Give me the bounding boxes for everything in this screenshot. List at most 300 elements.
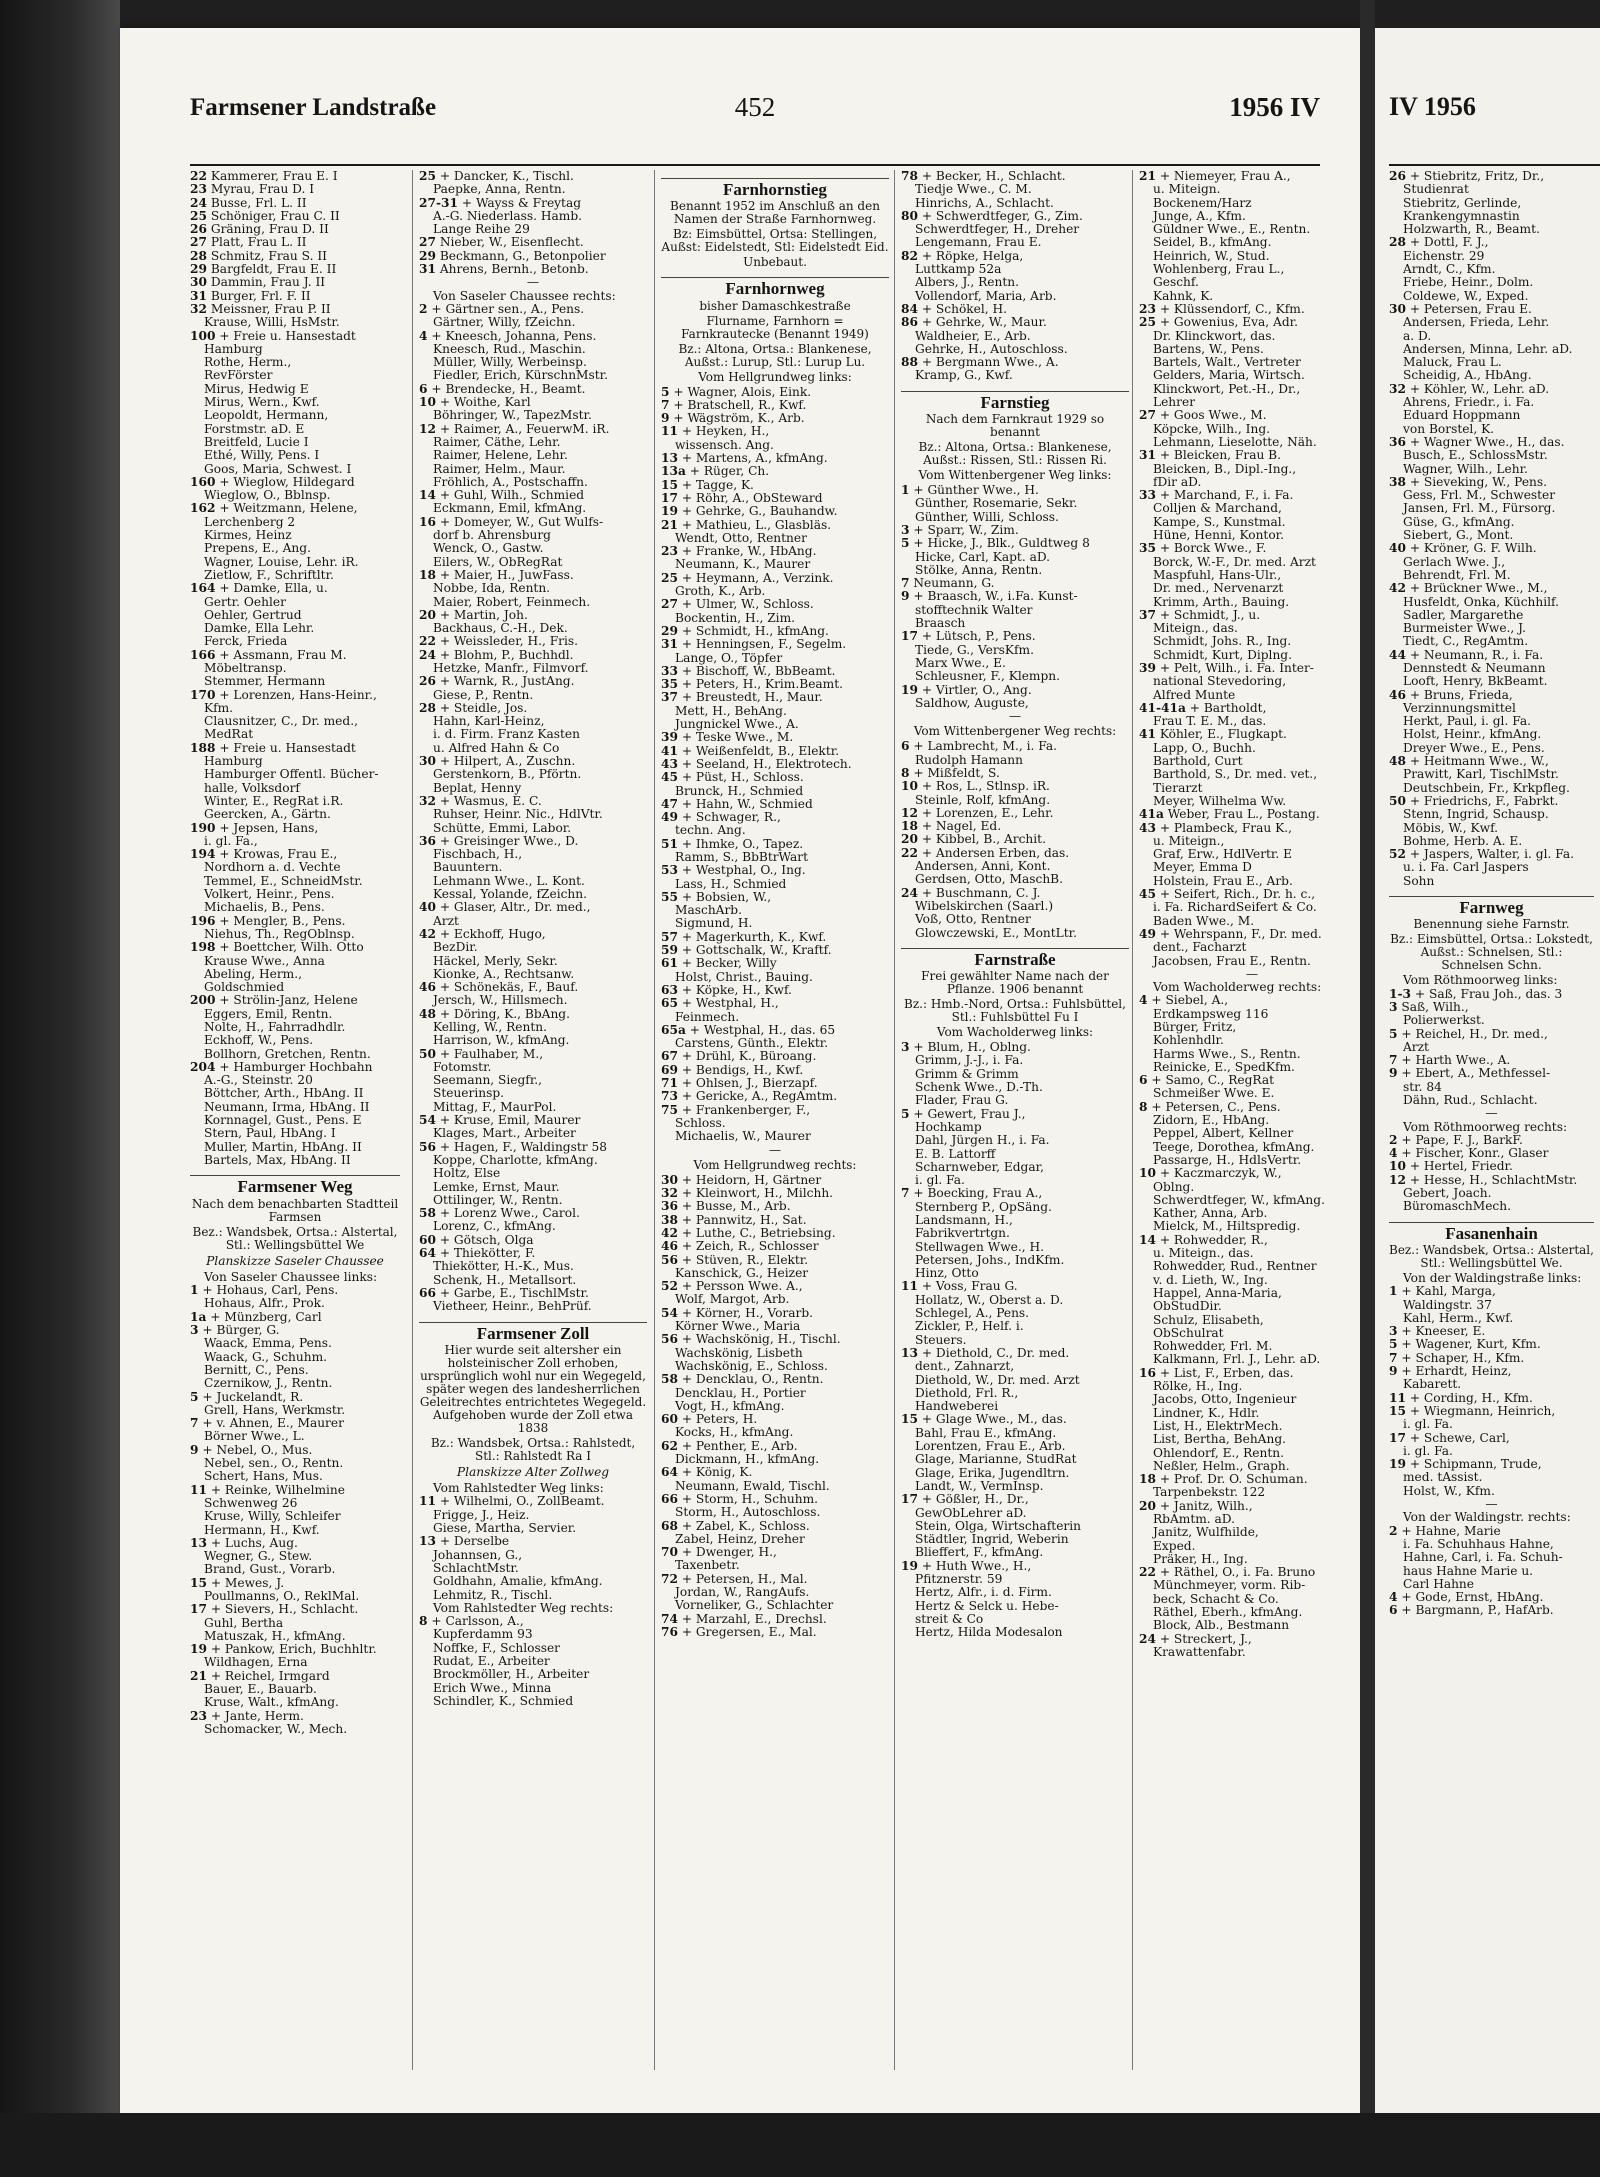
resident-entry: u. Miteign., xyxy=(1153,834,1225,848)
street-description: Unbebaut. xyxy=(743,255,807,270)
resident-entry: Rudolph Hamann xyxy=(915,753,1024,767)
resident-entry: Mirus, Wern., Kwf. xyxy=(204,396,320,410)
resident-entry: Jersch, W., Hillsmech. xyxy=(433,994,568,1008)
resident-entry: Andersen, Frieda, Lehr. xyxy=(1403,316,1550,330)
resident-entry: Fiedler, Erich, KürschnMstr. xyxy=(433,369,609,383)
house-number: 194 xyxy=(190,848,216,862)
house-number-entry: 24 + Blohm, P., Buchhdl. xyxy=(419,648,574,662)
resident-entry: u. Miteign. xyxy=(1153,183,1221,197)
resident-entry: Pfitznerstr. 59 xyxy=(915,1573,1003,1587)
street-description: Bez.: Wandsbek, Ortsa.: Alstertal, Stl.: Wellingsbüttel We. xyxy=(1389,1242,1594,1270)
house-number-entry: 88 + Bergmann Wwe., A. xyxy=(901,356,1059,370)
house-number-entry: 4 + Gode, Ernst, HbAng. xyxy=(1389,1591,1544,1605)
house-number: 28 xyxy=(190,249,207,263)
section-divider: — xyxy=(526,276,540,290)
house-number-entry: 20 + Martin, Joh. xyxy=(419,608,528,622)
house-number: 4 xyxy=(1389,1591,1398,1605)
resident-entry: Schindler, K., Schmied xyxy=(433,1694,574,1708)
street-description: Bez.: Wandsbek, Ortsa.: Alstertal, Stl.: Wellingsbüttel We xyxy=(192,1224,398,1252)
resident-entry: Kampe, S., Kunstmal. xyxy=(1153,515,1286,529)
resident-entry: Coldewe, W., Exped. xyxy=(1403,289,1529,303)
resident-entry: Stölke, Anna, Rentn. xyxy=(915,563,1043,577)
resident-entry: Borck, W.-F., Dr. med. Arzt xyxy=(1153,555,1316,569)
resident-entry: Giese, P., Rentn. xyxy=(433,688,534,702)
resident-entry: Herkt, Paul, i. gl. Fa. xyxy=(1403,715,1531,729)
house-number: 24 xyxy=(1139,1632,1156,1646)
house-number-entry: 63 + Köpke, H., Kwf. xyxy=(661,983,792,997)
house-number: 25 xyxy=(661,571,678,585)
house-number-entry: 42 + Luthe, C., Betriebsing. xyxy=(661,1227,836,1240)
house-number: 27-31 xyxy=(419,196,458,210)
resident-entry: Eilers, W., ObRegRat xyxy=(433,555,563,569)
house-number: 70 xyxy=(661,1546,678,1560)
resident-entry: Güse, G., kfmAng. xyxy=(1403,515,1515,529)
house-number: 44 xyxy=(1389,648,1406,662)
house-number: 20 xyxy=(1139,1499,1156,1513)
resident-entry: Wendt, Otto, Rentner xyxy=(675,531,807,545)
resident-entry: Holstein, Frau E., Arb. xyxy=(1153,874,1293,888)
resident-entry: Lehmitz, R., Tischl. xyxy=(433,1588,553,1602)
resident-entry: Giese, Martha, Servier. xyxy=(433,1522,577,1536)
house-number: 69 xyxy=(661,1063,678,1077)
house-number: 22 xyxy=(901,846,918,860)
house-number-entry: 58 + Lorenz Wwe., Carol. xyxy=(419,1207,580,1221)
resident-entry: Dähn, Rud., Schlacht. xyxy=(1403,1094,1538,1107)
resident-entry: Kornnagel, Gust., Pens. E xyxy=(204,1114,362,1128)
house-number-entry: 12 + Raimer, A., FeuerwM. iR. xyxy=(419,422,610,436)
resident-entry: dent., Facharzt xyxy=(1153,941,1247,955)
resident-entry: Tiedt, C., RegAmtm. xyxy=(1403,635,1529,649)
house-number: 2 xyxy=(1389,1133,1398,1147)
house-number-entry: 22 + Räthel, O., i. Fa. Bruno xyxy=(1139,1566,1316,1580)
house-number-entry: 27 + Ulmer, W., Schloss. xyxy=(661,598,814,612)
resident-entry: Husfeldt, Onka, Küchhilf. xyxy=(1403,595,1559,609)
house-number-entry: 69 + Bendigs, H., Kwf. xyxy=(661,1063,804,1077)
resident-entry: Wachskönig, Lisbeth xyxy=(675,1346,803,1360)
resident-entry: Harms Wwe., S., Rentn. xyxy=(1153,1047,1301,1061)
resident-entry: Harrison, W., kfmAng. xyxy=(433,1034,570,1048)
resident-entry: Von der Waldingstr. rechts: xyxy=(1403,1511,1571,1525)
resident-entry: Dickmann, H., kfmAng. xyxy=(675,1453,820,1467)
resident-entry: Verzinnungsmittel xyxy=(1403,701,1516,715)
house-number: 47 xyxy=(661,797,678,811)
house-number: 23 xyxy=(661,545,678,559)
resident-entry: Vom Wacholderweg rechts: xyxy=(1153,981,1322,995)
house-number-entry: 14 + Guhl, Wilh., Schmied xyxy=(419,489,585,503)
house-number-entry: 13a + Rüger, Ch. xyxy=(661,465,770,479)
house-number: 19 xyxy=(901,1559,918,1573)
resident-entry: Von Saseler Chaussee links: xyxy=(204,1270,378,1284)
resident-entry: Lorenz, C., kfmAng. xyxy=(433,1220,556,1234)
section-divider: — xyxy=(1485,1498,1498,1512)
resident-entry: Köpcke, Wilh., Ing. xyxy=(1153,422,1271,436)
resident-entry: RbAmtm. aD. xyxy=(1153,1512,1236,1526)
resident-entry: Hamburger Öffentl. Bücher- xyxy=(204,768,379,782)
resident-entry: Kather, Anna, Arb. xyxy=(1153,1207,1268,1221)
house-number-entry: 65 + Westphal, H., xyxy=(661,997,779,1011)
house-number-entry: 194 + Krowas, Frau E., xyxy=(190,848,338,862)
house-number-entry: 9 + Braasch, W., i.Fa. Kunst- xyxy=(901,590,1078,604)
resident-entry: Seidel, B., kfmAng. xyxy=(1153,236,1272,250)
house-number-entry: 23 Myrau, Frau D. I xyxy=(190,183,315,197)
house-number: 23 xyxy=(1139,302,1156,316)
house-number: 13 xyxy=(419,1535,436,1549)
resident-entry: Schulz, Elisabeth, xyxy=(1153,1313,1264,1327)
resident-entry: Rothe, Herm., xyxy=(204,356,292,370)
resident-entry: Taxenbetr. xyxy=(675,1559,740,1573)
resident-entry: Abeling, Herm., xyxy=(204,967,302,981)
house-number-entry: 204 + Hamburger Hochbahn xyxy=(190,1060,373,1074)
column-5 xyxy=(1132,170,1365,2070)
house-number: 46 xyxy=(1389,688,1406,702)
resident-entry: i. gl. Fa. xyxy=(1403,1444,1453,1458)
house-number: 28 xyxy=(419,701,436,715)
house-number-entry: 13 + Derselbe xyxy=(419,1535,510,1549)
house-number-entry: 18 + Nagel, Ed. xyxy=(901,820,1002,834)
resident-entry: Andersen, Minna, Lehr. aD. xyxy=(1403,342,1573,356)
house-number-entry: 42 + Brückner Wwe., M., xyxy=(1389,582,1548,596)
street-description: Bz: Eimsbüttel, Ortsa: Stellingen, Außst: Eidelstedt, Stl: Eidelstedt Eid. xyxy=(661,227,889,255)
resident-entry: Voß, Otto, Rentner xyxy=(915,913,1031,927)
house-number: 12 xyxy=(901,806,918,820)
resident-entry: u. Alfred Hahn & Co xyxy=(433,741,560,755)
resident-entry: Peppel, Albert, Kellner xyxy=(1153,1127,1294,1141)
house-number-entry: 49 + Schwager, R., xyxy=(661,811,781,825)
resident-entry: Bockenem/Harz xyxy=(1153,196,1252,210)
house-number: 15 xyxy=(661,478,678,492)
resident-entry: Tierarzt xyxy=(1153,781,1203,795)
resident-entry: Hertz & Selck u. Hebe- xyxy=(915,1599,1059,1613)
resident-entry: Ramm, S., BbBtrWart xyxy=(675,850,809,864)
house-number-entry: 30 + Petersen, Frau E. xyxy=(1389,302,1532,316)
house-number: 25 xyxy=(1139,316,1156,330)
resident-entry: Grimm & Grimm xyxy=(915,1067,1019,1081)
house-number: 33 xyxy=(1139,489,1156,503)
resident-entry: Teege, Dorothea, kfmAng. xyxy=(1153,1140,1315,1154)
resident-entry: Wibelskirchen (Saarl.) xyxy=(915,899,1054,913)
house-number: 22 xyxy=(190,170,207,183)
house-number: 31 xyxy=(419,263,436,277)
house-number: 18 xyxy=(901,820,918,834)
house-number: 8 xyxy=(901,766,910,780)
house-number-entry: 25 Schöniger, Frau C. II xyxy=(190,209,340,223)
house-number: 46 xyxy=(661,1240,678,1254)
house-number-entry: 5 + Hicke, J., Blk., Guldtweg 8 xyxy=(901,537,1090,551)
house-number: 58 xyxy=(661,1373,678,1387)
resident-entry: Dencklau, H., Portier xyxy=(675,1386,806,1400)
house-number-entry: 58 + Dencklau, O., Rentn. xyxy=(661,1373,824,1387)
resident-entry: Ferck, Frieda xyxy=(204,635,288,649)
scan-bottom-margin xyxy=(0,2113,1600,2177)
house-number-entry: 41 Köhler, E., Flugkapt. xyxy=(1139,728,1287,742)
house-number-entry: 7 + Harth Wwe., A. xyxy=(1389,1054,1511,1068)
resident-entry: Braasch xyxy=(915,617,966,631)
resident-entry: Lindner, K., Hdlr. xyxy=(1153,1406,1260,1420)
house-number-entry: 8 + Carlsson, A., xyxy=(419,1615,524,1629)
resident-entry: Flader, Frau G. xyxy=(915,1094,1009,1108)
resident-entry: Güldner Wwe., E., Rentn. xyxy=(1153,223,1311,237)
street-description: Bz.: Hmb.-Nord, Ortsa.: Fuhlsbüttel, Stl.: Fuhlsbüttel Fu I xyxy=(904,997,1126,1025)
resident-entry: Dreyer Wwe., E., Pens. xyxy=(1403,741,1545,755)
resident-entry: Lapp, O., Buchh. xyxy=(1153,741,1256,755)
house-number-entry: 22 + Weissleder, H., Fris. xyxy=(419,635,578,649)
house-number-entry: 160 + Wieglow, Hildegard xyxy=(190,475,355,489)
house-number: 26 xyxy=(419,675,436,689)
house-number-entry: 21 + Niemeyer, Frau A., xyxy=(1139,170,1291,183)
house-number: 29 xyxy=(190,263,207,277)
house-number: 88 xyxy=(901,356,918,370)
house-number-entry: 23 + Klüssendorf, C., Kfm. xyxy=(1139,302,1305,316)
house-number-entry: 12 + Lorenzen, E., Lehr. xyxy=(901,806,1054,820)
house-number: 1 xyxy=(901,484,910,498)
house-number-entry: 43 + Plambeck, Frau K., xyxy=(1139,821,1292,835)
resident-entry: Nolte, H., Fahrradhdlr. xyxy=(204,1021,346,1034)
resident-entry: Sadler, Margarethe xyxy=(1403,608,1524,622)
resident-entry: Wagner, Louise, Lehr. iR. xyxy=(204,555,359,569)
house-number-entry: 9 + Nebel, O., Mus. xyxy=(190,1443,313,1457)
resident-entry: Goldschmied xyxy=(204,981,285,995)
column-3 xyxy=(654,170,889,2070)
page-number: 452 xyxy=(734,92,776,122)
resident-entry: Vom Röthmoorweg rechts: xyxy=(1403,1120,1568,1134)
resident-entry: Michaelis, W., Maurer xyxy=(675,1130,811,1144)
resident-entry: Storm, H., Autoschloss. xyxy=(675,1506,821,1520)
house-number-entry: 48 + Döring, K., BbAng. xyxy=(419,1007,570,1021)
house-number: 51 xyxy=(661,837,678,851)
house-number: 5 xyxy=(661,385,670,399)
house-number: 16 xyxy=(419,515,436,529)
resident-entry: Kramp, G., Kwf. xyxy=(915,369,1013,383)
house-number-entry: 7 + Schaper, H., Kfm. xyxy=(1389,1351,1525,1365)
resident-entry: MedRat xyxy=(204,728,254,742)
house-number-entry: 28 + Steidle, Jos. xyxy=(419,701,528,715)
house-number-entry: 15 + Wiegmann, Heinrich, xyxy=(1389,1404,1556,1418)
house-number-entry: 31 Ahrens, Bernh., Betonb. xyxy=(419,263,589,277)
resident-entry: Albers, J., Rentn. xyxy=(915,276,1019,290)
resident-entry: Brand, Gust., Vorarb. xyxy=(204,1563,336,1577)
house-number-entry: 46 + Bruns, Frieda, xyxy=(1389,688,1513,702)
house-number-entry: 196 + Mengler, B., Pens. xyxy=(190,914,346,928)
house-number-entry: 17 + Schewe, Carl, xyxy=(1389,1431,1510,1445)
house-number-entry: 11 + Wilhelmi, O., ZollBeamt. xyxy=(419,1495,605,1509)
resident-entry: Wolf, Margot, Arb. xyxy=(675,1293,790,1307)
column-2 xyxy=(412,170,647,2070)
resident-entry: Burmeister Wwe., J. xyxy=(1403,622,1526,636)
directory-page xyxy=(120,28,1360,2113)
house-number: 38 xyxy=(1389,475,1406,489)
house-number-entry: 3 + Kneeser, E. xyxy=(1389,1325,1486,1339)
house-number: 19 xyxy=(190,1643,207,1657)
house-number: 54 xyxy=(661,1306,678,1320)
resident-entry: Gärtner, Willy, fZeichn. xyxy=(433,316,576,330)
house-number-entry: 80 + Schwerdtfeger, G., Zim. xyxy=(901,209,1083,223)
house-number-entry: 59 + Gottschalk, W., Kraftf. xyxy=(661,944,832,958)
resident-entry: Neumann, K., Maurer xyxy=(675,558,811,572)
resident-entry: Landsmann, H., xyxy=(915,1214,1013,1227)
house-number: 32 xyxy=(661,1187,678,1201)
house-number-entry: 23 + Jante, Herm. xyxy=(190,1709,304,1723)
house-number: 2 xyxy=(1389,1524,1398,1538)
house-number-entry: 19 + Pankow, Erich, Buchhltr. xyxy=(190,1643,377,1657)
resident-entry: Erdkampsweg 116 xyxy=(1153,1007,1269,1021)
resident-entry: dent., Zahnarzt, xyxy=(915,1360,1015,1374)
house-number: 25 xyxy=(190,209,207,223)
resident-entry: Petersen, Johs., IndKfm. xyxy=(915,1253,1065,1267)
resident-entry: i. Fa. Schuhhaus Hahne, xyxy=(1403,1537,1554,1551)
house-number-entry: 1 + Günther Wwe., H. xyxy=(901,484,1039,498)
house-number-entry: 19 + Gehrke, G., Bauhandw. xyxy=(661,505,838,519)
resident-entry: Eckmann, Emil, kfmAng. xyxy=(433,502,587,516)
house-number-entry: 68 + Zabel, K., Schloss. xyxy=(661,1519,810,1533)
house-number-entry: 30 + Hilpert, A., Zuschn. xyxy=(419,755,576,769)
resident-entry: Klinckwort, Pet.-H., Dr., xyxy=(1153,382,1301,396)
resident-entry: Sternberg P., OpSäng. xyxy=(915,1200,1052,1214)
resident-entry: Gehrke, H., Autoschloss. xyxy=(915,342,1068,356)
house-number-entry: 5 + Wagener, Kurt, Kfm. xyxy=(1389,1338,1541,1352)
house-number: 17 xyxy=(661,491,678,505)
resident-entry: Wagner, Wilh., Lehr. xyxy=(1403,462,1528,476)
resident-entry: Schleusner, F., Klempn. xyxy=(915,670,1061,684)
house-number: 9 xyxy=(901,590,910,604)
house-number: 9 xyxy=(1389,1067,1398,1081)
resident-entry: Kocks, H., kfmAng. xyxy=(675,1426,794,1440)
resident-entry: Poullmanns, O., ReklMal. xyxy=(204,1589,360,1603)
house-number: 19 xyxy=(1389,1458,1406,1472)
resident-entry: v. d. Lieth, W., Ing. xyxy=(1153,1273,1268,1287)
house-number-entry: 52 + Persson Wwe. A., xyxy=(661,1280,803,1294)
house-number: 7 xyxy=(661,398,670,412)
resident-entry: Glage, Erika, Jugendltrn. xyxy=(915,1466,1070,1480)
resident-entry: Barthold, Curt xyxy=(1153,755,1243,769)
resident-entry: Städtler, Ingrid, Weberin xyxy=(915,1533,1069,1547)
street-heading: Farnstieg xyxy=(901,391,1129,409)
house-number: 60 xyxy=(661,1413,678,1427)
resident-entry: ObSchulrat xyxy=(1153,1326,1224,1340)
resident-entry: Carl Hahne xyxy=(1403,1577,1474,1591)
resident-entry: A.-G. Niederlass. Hamb. xyxy=(433,209,583,223)
house-number: 7 xyxy=(901,577,910,591)
house-number: 170 xyxy=(190,688,216,702)
resident-entry: Maluck, Frau L. xyxy=(1403,356,1502,370)
resident-entry: u. i. Fa. Carl Jaspers xyxy=(1403,861,1529,875)
resident-entry: Junge, A., Kfm. xyxy=(1153,209,1246,223)
house-number: 1a xyxy=(190,1310,207,1324)
resident-entry: Scharnweber, Edgar, xyxy=(915,1160,1044,1174)
resident-entry: Schenk, H., Metallsort. xyxy=(433,1273,577,1287)
house-number: 7 xyxy=(190,1417,199,1431)
house-number-entry: 11 + Voss, Frau G. xyxy=(901,1280,1018,1294)
resident-entry: Thiekötter, H.-K., Mus. xyxy=(433,1260,574,1274)
resident-entry: Eduard Hoppmann xyxy=(1403,409,1521,423)
house-number: 39 xyxy=(661,731,678,745)
house-number: 200 xyxy=(190,994,216,1008)
house-number: 1 xyxy=(1389,1285,1398,1299)
resident-entry: BüromaschMech. xyxy=(1403,1200,1511,1214)
house-number-entry: 60 + Götsch, Olga xyxy=(419,1233,534,1247)
house-number-entry: 13 + Martens, A., kfmAng. xyxy=(661,452,828,466)
house-number-entry: 51 + Ihmke, O., Tapez. xyxy=(661,837,804,851)
book-left-edge xyxy=(0,0,120,2177)
resident-entry: Sigmund, H. xyxy=(675,917,753,931)
street-heading: Farnhornweg xyxy=(661,277,889,295)
resident-entry: Fotomstr. xyxy=(433,1060,492,1074)
street-heading: Farnhornstieg xyxy=(661,178,889,196)
house-number: 190 xyxy=(190,821,216,835)
resident-entry: Kirmes, Heinz xyxy=(204,529,292,543)
house-number: 1-3 xyxy=(1389,987,1412,1001)
house-number-entry: 30 Dammin, Frau J. II xyxy=(190,276,326,290)
resident-entry: dorf b. Ahrensburg xyxy=(433,529,551,543)
house-number: 31 xyxy=(661,638,678,652)
house-number-entry: 67 + Drühl, K., Büroang. xyxy=(661,1050,817,1064)
house-number: 100 xyxy=(190,329,216,343)
house-number: 24 xyxy=(901,886,918,900)
resident-entry: Raimer, Helene, Lehr. xyxy=(433,449,568,463)
resident-entry: Tarpenbekstr. 122 xyxy=(1153,1486,1266,1500)
house-number: 16 xyxy=(1139,1366,1156,1380)
house-number-entry: 18 + Maier, H., JuwFass. xyxy=(419,568,574,582)
house-number: 30 xyxy=(190,276,207,290)
resident-entry: Rudat, E., Arbeiter xyxy=(433,1654,550,1668)
street-heading: Farnweg xyxy=(1389,896,1594,914)
house-number-entry: 6 + Bargmann, P., HafArb. xyxy=(1389,1604,1554,1618)
house-number-entry: 56 + Wachskönig, H., Tischl. xyxy=(661,1333,841,1347)
house-number-entry: 190 + Jepsen, Hans, xyxy=(190,821,319,835)
house-number-entry: 62 + Penther, E., Arb. xyxy=(661,1439,798,1453)
resident-entry: wissensch. Ang. xyxy=(675,438,774,452)
house-number-entry: 31 + Bleicken, Frau B. xyxy=(1139,449,1282,463)
house-number: 62 xyxy=(661,1439,678,1453)
street-description: Vom Wittenbergener Weg rechts: xyxy=(913,724,1117,739)
house-number-entry: 24 + Streckert, J., xyxy=(1139,1632,1252,1646)
house-number-entry: 3 Saß, Wilh., xyxy=(1389,1000,1469,1014)
house-number: 60 xyxy=(419,1233,436,1247)
resident-entry: Raimer, Helm., Maur. xyxy=(433,462,566,476)
house-number: 5 xyxy=(190,1390,199,1404)
house-number-entry: 198 + Boettcher, Wilh. Otto xyxy=(190,941,364,955)
house-number: 41 xyxy=(1139,728,1156,742)
resident-entry: med. tAssist. xyxy=(1403,1471,1483,1485)
house-number: 50 xyxy=(1389,794,1406,808)
house-number: 11 xyxy=(419,1495,436,1509)
house-number: 4 xyxy=(1389,1147,1398,1161)
resident-entry: Maspfuhl, Hans-Ulr., xyxy=(1153,568,1282,582)
house-number: 6 xyxy=(1389,1604,1398,1618)
house-number: 42 xyxy=(1389,582,1406,596)
resident-entry: RevFörster xyxy=(204,369,273,383)
resident-entry: Nobbe, Ida, Rentn. xyxy=(433,582,551,596)
house-number: 64 xyxy=(661,1466,678,1480)
house-number: 20 xyxy=(901,833,918,847)
resident-entry: Dennstedt & Neumann xyxy=(1403,661,1546,675)
street-description: Nach dem benachbarten Stadtteil Farmsen xyxy=(191,1196,399,1224)
resident-entry: Michaelis, B., Pens. xyxy=(204,901,325,915)
house-number-entry: 56 + Stüven, R., Elektr. xyxy=(661,1253,809,1267)
house-number: 196 xyxy=(190,914,216,928)
house-number-entry: 162 + Weitzmann, Helene, xyxy=(190,502,358,516)
house-number-entry: 3 + Bürger, G. xyxy=(190,1324,280,1338)
street-heading: Farmsener Weg xyxy=(190,1175,400,1193)
resident-entry: Andersen, Anni, Kont. xyxy=(915,860,1051,874)
house-number-entry: 166 + Assmann, Frau M. xyxy=(190,648,347,662)
house-number: 80 xyxy=(901,209,918,223)
resident-entry: Schwenweg 26 xyxy=(204,1496,298,1510)
resident-entry: Steinle, Rolf, kfmAng. xyxy=(915,793,1051,807)
house-number: 66 xyxy=(419,1286,436,1300)
resident-entry: Vietheer, Heinr., BehPrüf. xyxy=(433,1300,592,1314)
resident-entry: Krankengymnastin xyxy=(1403,209,1520,223)
house-number: 11 xyxy=(661,425,678,439)
